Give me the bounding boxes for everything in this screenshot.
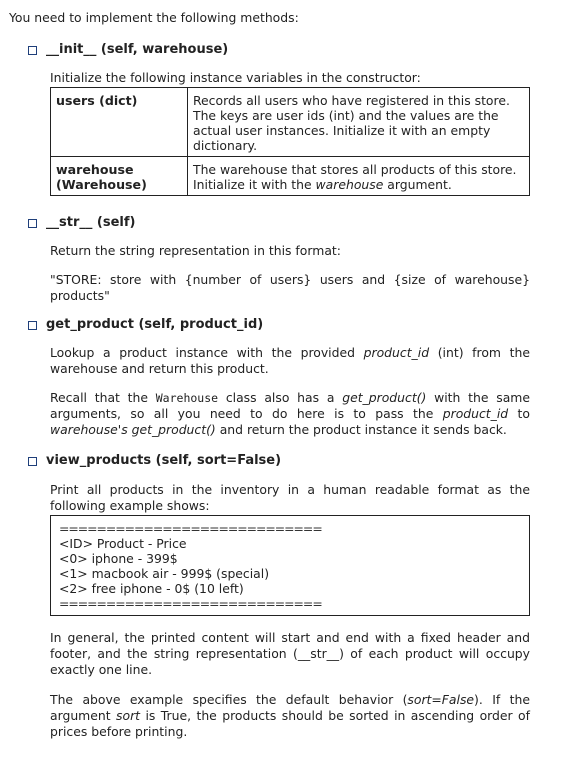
text-fragment: is True, the products should be sorted in ascending order of prices before printing. xyxy=(50,708,530,739)
text-fragment: Lookup a product instance with the provided xyxy=(50,345,364,360)
code-inline: __str__ xyxy=(297,646,340,661)
emphasis: product_id xyxy=(363,345,430,360)
str-format: "STORE: store with {number of users} users and {size of warehouse} products" xyxy=(50,272,530,303)
table-row xyxy=(51,88,530,157)
text-fragment: ) of each product will occupy exactly one line. xyxy=(50,646,530,677)
code-line: <0> iphone - 399$ xyxy=(59,551,178,566)
text-fragment: The above example specifies the default behavior ( xyxy=(50,692,408,707)
method-signature: __init__ (self, warehouse) xyxy=(46,42,229,57)
method-get-product-heading xyxy=(28,317,263,333)
emphasis: warehouse's get_product() xyxy=(50,422,216,437)
method-view-products-heading xyxy=(28,453,281,469)
checkbox-bullet-icon xyxy=(28,321,37,330)
text-fragment: Recall that the xyxy=(50,390,156,405)
emphasis: sort=False xyxy=(407,692,475,707)
emphasis: sort xyxy=(116,708,141,723)
example-output-box xyxy=(50,515,530,616)
text-fragment: ). If the argument xyxy=(50,692,530,723)
intro-text: You need to implement the following methods: xyxy=(9,10,299,25)
checkbox-bullet-icon xyxy=(28,457,37,466)
text-fragment: with the same arguments, so all you need to do here is to pass the xyxy=(50,390,530,421)
emphasis: warehouse xyxy=(315,177,384,192)
code-line: <ID> Product - Price xyxy=(59,536,187,551)
method-signature: view_products (self, sort=False) xyxy=(46,453,282,468)
view-products-general xyxy=(50,630,530,678)
checkbox-bullet-icon xyxy=(28,46,37,55)
instance-variables-table xyxy=(50,87,530,196)
method-signature: get_product (self, product_id) xyxy=(46,317,264,332)
view-products-sort xyxy=(50,692,530,740)
get-product-description xyxy=(50,345,530,377)
method-signature: __str__ (self) xyxy=(46,215,136,230)
view-products-description: Print all products in the inventory in a human readable format as the following example shows: xyxy=(50,482,530,513)
text-fragment: (int) from the warehouse and return this product. xyxy=(50,345,530,376)
emphasis: get_product() xyxy=(342,390,427,405)
var-description xyxy=(188,157,530,196)
code-line: <2> free iphone - 0$ (10 left) xyxy=(59,581,244,596)
method-str-heading xyxy=(28,215,135,231)
code-inline: Warehouse xyxy=(155,391,219,405)
table-row xyxy=(51,157,530,196)
text-fragment: to xyxy=(508,406,530,421)
init-description: Initialize the following instance variables in the constructor: xyxy=(50,70,421,85)
text-fragment: In general, the printed content will start and end with a fixed header and footer, and the string representation ( xyxy=(50,630,530,661)
separator-line: ============================ xyxy=(59,596,322,611)
separator-line: ============================ xyxy=(59,521,322,536)
var-name: warehouse (Warehouse) xyxy=(51,157,188,196)
get-product-note xyxy=(50,390,530,438)
emphasis: product_id xyxy=(442,406,509,421)
checkbox-bullet-icon xyxy=(28,219,37,228)
method-init-heading xyxy=(28,42,228,58)
text-fragment: and return the product instance it sends back. xyxy=(215,422,507,437)
var-name: users (dict) xyxy=(51,88,188,157)
var-description: Records all users who have registered in this store. The keys are user ids (int) and the values are the actual user instances. Initialize it with an empty dictionary. xyxy=(188,88,530,157)
str-description: Return the string representation in this format: xyxy=(50,243,341,258)
text-fragment: The warehouse that stores all products of this store. Initialize it with the xyxy=(193,162,517,192)
text-fragment: argument. xyxy=(383,177,452,192)
text-fragment: class also has a xyxy=(218,390,343,405)
code-line: <1> macbook air - 999$ (special) xyxy=(59,566,270,581)
